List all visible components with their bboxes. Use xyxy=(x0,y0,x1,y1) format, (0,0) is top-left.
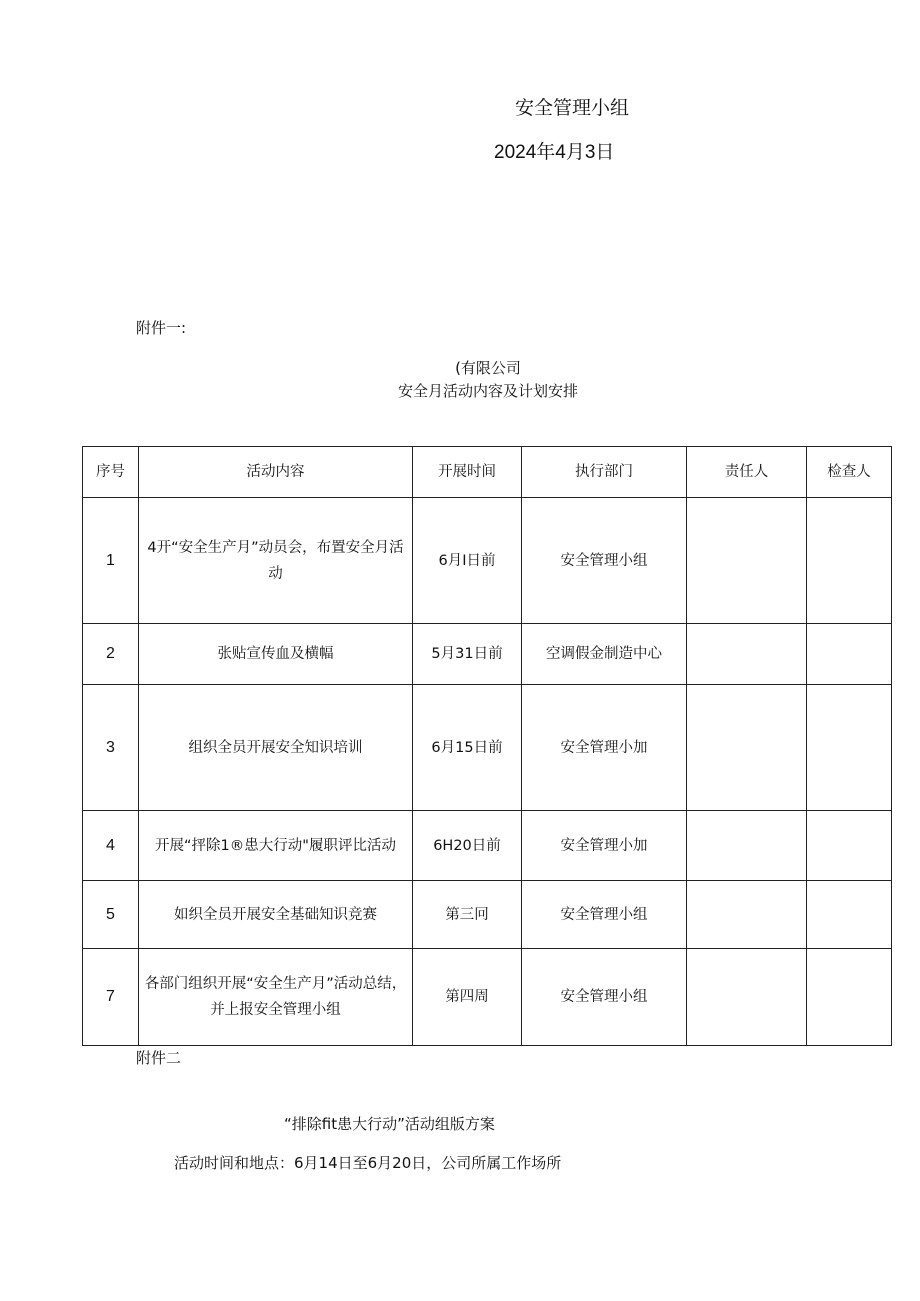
header-no: 序号 xyxy=(83,447,139,498)
table-row xyxy=(83,685,892,811)
table-row xyxy=(83,881,892,949)
row-checker xyxy=(807,685,892,811)
row-no: 5 xyxy=(83,881,139,949)
row-time: 5月31日前 xyxy=(413,624,522,685)
row-owner xyxy=(687,811,807,881)
row-no: 1 xyxy=(83,498,139,624)
table-row xyxy=(83,498,892,624)
row-content: 各部门组织开展“安全生产月”活动总结，并上报安全管理小组 xyxy=(139,949,413,1046)
row-owner xyxy=(687,685,807,811)
row-checker xyxy=(807,881,892,949)
activity-plan-table xyxy=(82,446,892,1046)
plan-title: 安全月活动内容及计划安排 xyxy=(397,382,578,400)
header-checker: 检查人 xyxy=(807,447,892,498)
row-dept: 安全管理小组 xyxy=(522,949,687,1046)
row-checker xyxy=(807,624,892,685)
row-dept: 安全管理小组 xyxy=(522,881,687,949)
row-owner xyxy=(687,881,807,949)
table-row xyxy=(83,811,892,881)
header-content: 活动内容 xyxy=(139,447,413,498)
signature-date: 2024年4月3日 xyxy=(494,142,615,163)
row-dept: 安全管理小加 xyxy=(522,811,687,881)
row-checker xyxy=(807,811,892,881)
cleanup-plan-title: “排除fit患大行动”活动组版方案 xyxy=(284,1115,495,1133)
row-content: 开展“抨除1®患大行动"履职评比活动 xyxy=(139,811,413,881)
row-time: 6月15日前 xyxy=(413,685,522,811)
table-row xyxy=(83,624,892,685)
company-name: (有限公司 xyxy=(455,359,521,377)
row-checker xyxy=(807,949,892,1046)
row-time: 6H20日前 xyxy=(413,811,522,881)
row-content: 张贴宣传血及横幅 xyxy=(139,624,413,685)
signature-org: 安全管理小组 xyxy=(515,97,630,119)
header-time: 开展时间 xyxy=(413,447,522,498)
row-dept: 安全管理小加 xyxy=(522,685,687,811)
row-dept: 空调假金制造中心 xyxy=(522,624,687,685)
row-checker xyxy=(807,498,892,624)
row-no: 2 xyxy=(83,624,139,685)
attachment2-label: 附件二 xyxy=(136,1049,182,1067)
attachment1-label: 附件一: xyxy=(136,319,187,337)
time-place-text: 活动时间和地点：6月14日至6月20日，公司所属工作场所 xyxy=(174,1154,562,1172)
row-time: 6月I日前 xyxy=(413,498,522,624)
row-time: 第三冋 xyxy=(413,881,522,949)
table-header-row xyxy=(83,447,892,498)
table-row xyxy=(83,949,892,1046)
header-dept: 执行部门 xyxy=(522,447,687,498)
row-content: 如织全员开展安全基础知识竞赛 xyxy=(139,881,413,949)
row-no: 3 xyxy=(83,685,139,811)
row-content: 4开“安全生产月”动员会，布置安全月活动 xyxy=(139,498,413,624)
row-time: 第四周 xyxy=(413,949,522,1046)
row-owner xyxy=(687,624,807,685)
header-owner: 责任人 xyxy=(687,447,807,498)
row-content: 组织全员开展安全知识培训 xyxy=(139,685,413,811)
row-owner xyxy=(687,498,807,624)
row-dept: 安全管理小组 xyxy=(522,498,687,624)
row-no: 7 xyxy=(83,949,139,1046)
row-owner xyxy=(687,949,807,1046)
row-no: 4 xyxy=(83,811,139,881)
